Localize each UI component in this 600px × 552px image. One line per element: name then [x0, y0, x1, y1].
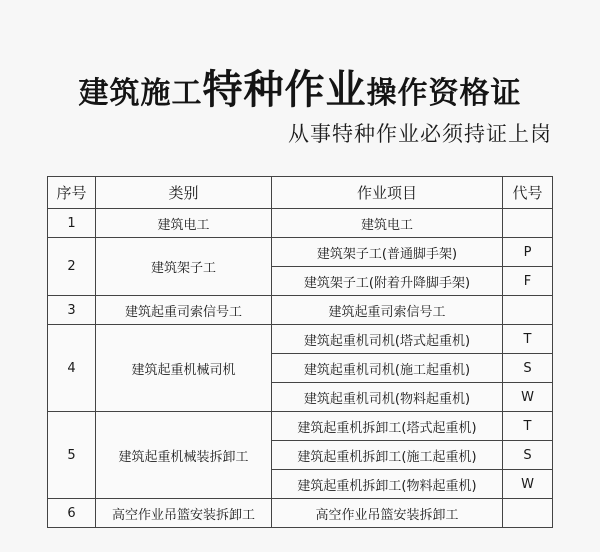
row-number: 6 [48, 499, 96, 528]
row-code: W [503, 470, 553, 499]
header-category: 类别 [96, 177, 272, 209]
row-code: S [503, 354, 553, 383]
row-work-item: 建筑架子工(附着升降脚手架) [272, 267, 503, 296]
row-number: 5 [48, 412, 96, 499]
header-work-item: 作业项目 [272, 177, 503, 209]
row-code [503, 209, 553, 238]
row-number: 2 [48, 238, 96, 296]
row-code: W [503, 383, 553, 412]
title-part-special-operations: 特种作业 [202, 67, 367, 113]
row-code: S [503, 441, 553, 470]
table-row [48, 499, 553, 528]
row-work-item: 建筑起重机拆卸工(塔式起重机) [272, 412, 503, 441]
table-row [48, 238, 553, 267]
row-category: 建筑起重机械装拆卸工 [96, 412, 272, 499]
page-subtitle: 从事特种作业必须持证上岗 [288, 122, 552, 146]
row-work-item: 建筑起重机司机(物料起重机) [272, 383, 503, 412]
row-work-item: 建筑起重机司机(塔式起重机) [272, 325, 503, 354]
table-header-row [48, 177, 553, 209]
row-code: T [503, 412, 553, 441]
row-code [503, 499, 553, 528]
row-work-item: 建筑起重机拆卸工(物料起重机) [272, 470, 503, 499]
row-category: 高空作业吊篮安装拆卸工 [96, 499, 272, 528]
table-row [48, 296, 553, 325]
row-number: 3 [48, 296, 96, 325]
row-number: 4 [48, 325, 96, 412]
row-work-item: 建筑电工 [272, 209, 503, 238]
table-row [48, 209, 553, 238]
title-part-construction: 建筑施工 [78, 76, 203, 111]
row-category: 建筑起重司索信号工 [96, 296, 272, 325]
row-code: T [503, 325, 553, 354]
row-work-item: 建筑起重机拆卸工(施工起重机) [272, 441, 503, 470]
row-code: F [503, 267, 553, 296]
certificate-table [47, 176, 553, 528]
page-title [0, 58, 600, 115]
row-category: 建筑起重机械司机 [96, 325, 272, 412]
row-work-item: 建筑架子工(普通脚手架) [272, 238, 503, 267]
row-work-item: 建筑起重司索信号工 [272, 296, 503, 325]
row-category: 建筑架子工 [96, 238, 272, 296]
table-row [48, 412, 553, 441]
header-number: 序号 [48, 177, 96, 209]
header-code: 代号 [503, 177, 553, 209]
row-code [503, 296, 553, 325]
row-work-item: 高空作业吊篮安装拆卸工 [272, 499, 503, 528]
title-part-certificate: 操作资格证 [366, 76, 522, 111]
table-row [48, 325, 553, 354]
row-code: P [503, 238, 553, 267]
row-work-item: 建筑起重机司机(施工起重机) [272, 354, 503, 383]
row-number: 1 [48, 209, 96, 238]
row-category: 建筑电工 [96, 209, 272, 238]
